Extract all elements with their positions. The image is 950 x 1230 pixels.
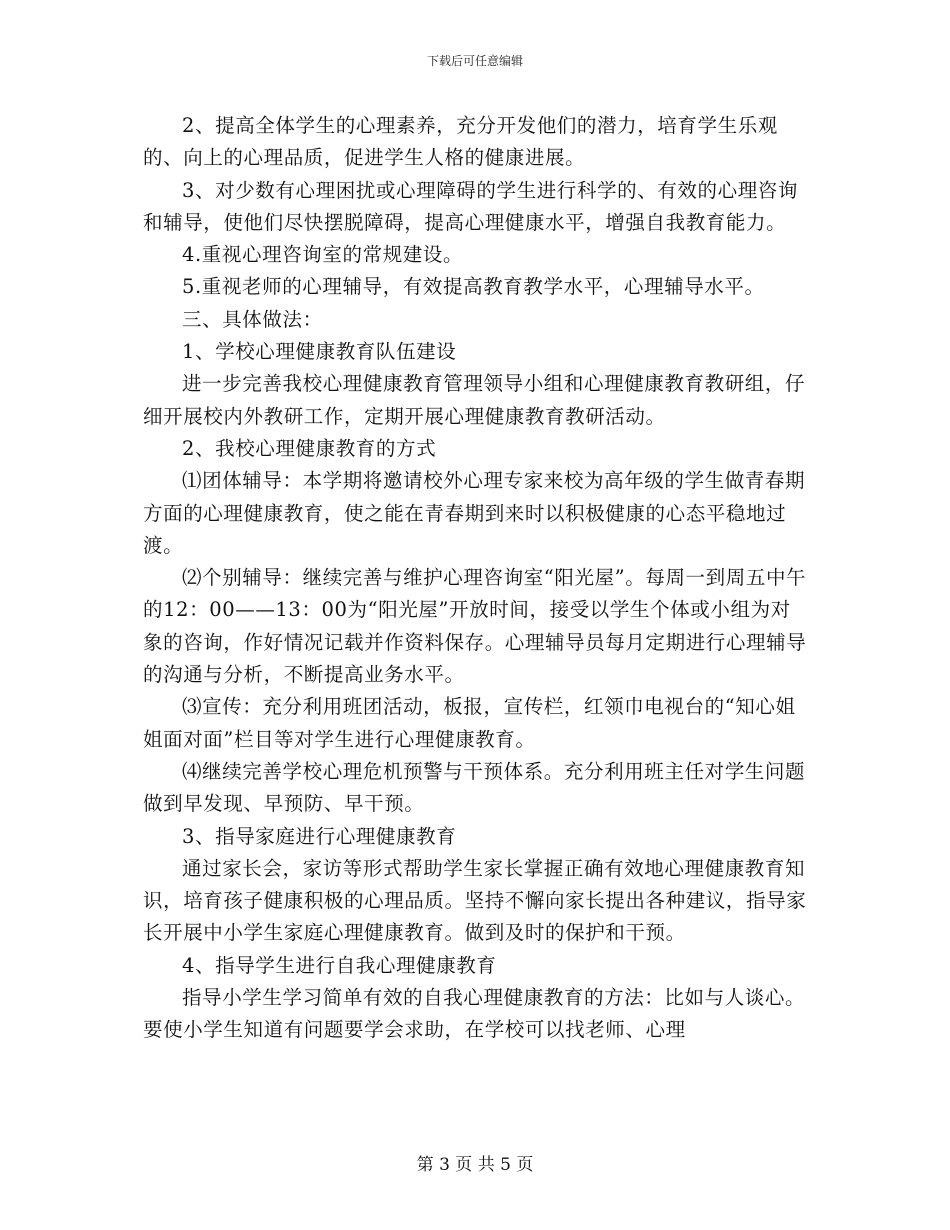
paragraph: ⑵个别辅导：继续完善与维护心理咨询室“阳光屋”。每周一到周五中午的12：00——13：00为“阳光屋”开放时间，接受以学生个体或小组为对象的咨询，作好情况记载并作资料保存。心理辅导员每月定期进行心理辅导的沟通与分析，不断提高业务水平。	[143, 566, 807, 687]
paragraph: 2、提高全体学生的心理素养，充分开发他们的潜力，培育学生乐观的、向上的心理品质，促进学生人格的健康进展。	[143, 114, 778, 170]
paragraph: ⑷继续完善学校心理危机预警与干预体系。充分利用班主任对学生问题做到早发现、早预防、早干预。	[143, 759, 806, 816]
section-heading: 三、具体做法：	[182, 307, 323, 331]
paragraph: 3、对少数有心理困扰或心理障碍的学生进行科学的、有效的心理咨询和辅导，使他们尽快摆脱障碍，提高心理健康水平，增强自我教育能力。	[143, 178, 799, 234]
subsection-heading: 4、指导学生进行自我心理健康教育	[182, 953, 497, 977]
page-header: 下载后可任意编辑	[426, 54, 523, 68]
subsection-heading: 3、指导家庭进行心理健康教育	[182, 824, 457, 848]
page-number-footer: 第 3 页 共 5 页	[416, 1155, 534, 1175]
subsection-heading: 1、学校心理健康教育队伍建设	[182, 340, 457, 364]
paragraph: 通过家长会，家访等形式帮助学生家长掌握正确有效地心理健康教育知识，培育孩子健康积极的心理品质。坚持不懈向家长提出各种建议，指导家长开展中小学生家庭心理健康教育。做到及时的保护和干预。	[143, 856, 807, 945]
subsection-heading: 2、我校心理健康教育的方式	[182, 436, 437, 460]
document-body	[143, 110, 808, 1047]
paragraph: ⑶宣传：充分利用班团活动，板报，宣传栏，红领巾电视台的“知心姐姐面对面”栏目等对学生进行心理健康教育。	[143, 695, 796, 751]
paragraph: 5.重视老师的心理辅导，有效提高教育教学水平，心理辅导水平。	[182, 275, 765, 299]
paragraph: ⑴团体辅导：本学期将邀请校外心理专家来校为高年级的学生做青春期方面的心理健康教育，使之能在青春期到来时以积极健康的心态平稳地过渡。	[143, 469, 806, 557]
paragraph: 4.重视心理咨询室的常规建设。	[182, 243, 464, 267]
paragraph: 进一步完善我校心理健康教育管理领导小组和心理健康教育教研组，仔细开展校内外教研工作，定期开展心理健康教育教研活动。	[143, 372, 806, 428]
paragraph: 指导小学生学习简单有效的自我心理健康教育的方法：比如与人谈心。要使小学生知道有问题要学会求助，在学校可以找老师、心理	[143, 986, 806, 1042]
